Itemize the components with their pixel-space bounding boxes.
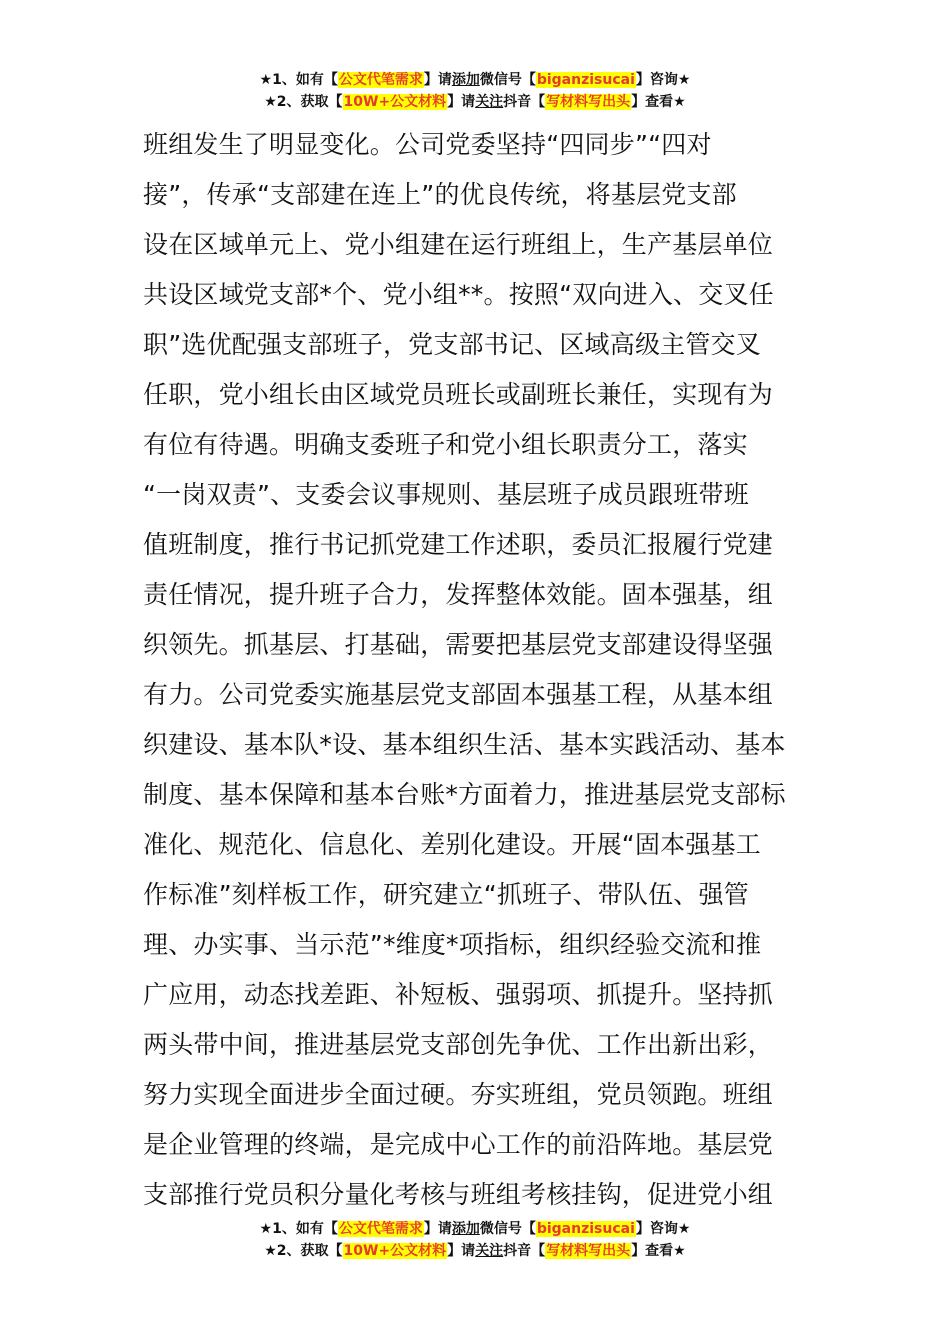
- body-line: 有力。公司党委实施基层党支部固本强基工程，从基本组: [143, 680, 774, 709]
- header-line-2-mid-1: 】请: [447, 94, 476, 110]
- footer-line-2: [0, 1240, 950, 1262]
- body-line: 值班制度，推行书记抓党建工作述职，委员汇报履行党建: [143, 530, 774, 559]
- footer-banner: [0, 1218, 950, 1262]
- footer-line-1-underlined: 添加: [451, 1221, 480, 1237]
- header-line-1-mid-1: 】请: [423, 72, 452, 88]
- document-body: [143, 120, 811, 1220]
- header-line-2: [0, 91, 950, 113]
- header-line-2-prefix: ★2、获取【: [264, 94, 343, 110]
- footer-line-1-highlight-2: biganzisucai: [536, 1221, 635, 1237]
- footer-line-2-highlight-1: 10W+公文材料: [343, 1243, 447, 1259]
- body-line: 责任情况，提升班子合力，发挥整体效能。固本强基，组: [143, 580, 774, 609]
- body-line: 广应用，动态找差距、补短板、强弱项、抓提升。坚持抓: [143, 980, 774, 1009]
- body-line: 支部推行党员积分量化考核与班组考核挂钩，促进党小组: [143, 1180, 774, 1209]
- footer-line-1-highlight-1: 公文代笔需求: [338, 1221, 423, 1237]
- footer-line-2-underlined: 关注: [475, 1243, 504, 1259]
- body-line: 接”，传承“支部建在连上”的优良传统，将基层党支部: [143, 180, 737, 209]
- header-line-1-mid-2: 微信号【: [479, 72, 536, 88]
- body-line: 有位有待遇。明确支委班子和党小组长职责分工，落实: [143, 430, 748, 459]
- footer-line-1: [0, 1218, 950, 1240]
- body-line: 织建设、基本队*设、基本组织生活、基本实践活动、基本: [143, 730, 786, 759]
- body-line: 准化、规范化、信息化、差别化建设。开展“固本强基工: [143, 830, 761, 859]
- footer-line-1-mid-1: 】请: [423, 1221, 452, 1237]
- body-line: 任职，党小组长由区域党员班长或副班长兼任，实现有为: [143, 380, 774, 409]
- footer-line-1-suffix: 】咨询★: [635, 1221, 691, 1237]
- header-line-1-highlight-1: 公文代笔需求: [338, 72, 423, 88]
- body-line: 制度、基本保障和基本台账*方面着力，推进基层党支部标: [143, 780, 786, 809]
- header-line-1-prefix: ★1、如有【: [259, 72, 338, 88]
- body-line: 共设区域党支部*个、党小组**。按照“双向进入、交叉任: [143, 280, 774, 309]
- body-line: 是企业管理的终端，是完成中心工作的前沿阵地。基层党: [143, 1130, 774, 1159]
- footer-line-1-prefix: ★1、如有【: [259, 1221, 338, 1237]
- header-line-2-highlight-1: 10W+公文材料: [343, 94, 447, 110]
- body-line: 织领先。抓基层、打基础，需要把基层党支部建设得坚强: [143, 630, 774, 659]
- body-line: 理、办实事、当示范”*维度*项指标，组织经验交流和推: [143, 930, 762, 959]
- body-line: 职”选优配强支部班子，党支部书记、区域高级主管交叉: [143, 330, 761, 359]
- footer-line-2-suffix: 】查看★: [631, 1243, 686, 1259]
- footer-line-1-mid-2: 微信号【: [479, 1221, 536, 1237]
- body-line: 班组发生了明显变化。公司党委坚持“四同步”“四对: [143, 130, 712, 159]
- header-line-1-highlight-2: biganzisucai: [536, 72, 635, 88]
- header-banner: [0, 69, 950, 113]
- header-line-2-underlined: 关注: [475, 94, 504, 110]
- footer-line-2-prefix: ★2、获取【: [264, 1243, 343, 1259]
- header-line-2-suffix: 】查看★: [631, 94, 686, 110]
- footer-line-2-highlight-2: 写材料写出头: [546, 1243, 631, 1259]
- body-line: 设在区域单元上、党小组建在运行班组上，生产基层单位: [143, 230, 774, 259]
- header-line-2-mid-2: 抖音【: [503, 94, 546, 110]
- footer-line-2-mid-2: 抖音【: [503, 1243, 546, 1259]
- body-line: 努力实现全面进步全面过硬。夯实班组，党员领跑。班组: [143, 1080, 774, 1109]
- header-line-1: [0, 69, 950, 91]
- body-line: 作标准”刻样板工作，研究建立“抓班子、带队伍、强管: [143, 880, 749, 909]
- footer-line-2-mid-1: 】请: [447, 1243, 476, 1259]
- header-line-1-suffix: 】咨询★: [635, 72, 691, 88]
- header-line-1-underlined: 添加: [451, 72, 480, 88]
- body-line: 两头带中间，推进基层党支部创先争优、工作出新出彩，: [143, 1030, 774, 1059]
- header-line-2-highlight-2: 写材料写出头: [546, 94, 631, 110]
- body-line: “一岗双责”、支委会议事规则、基层班子成员跟班带班: [143, 480, 749, 509]
